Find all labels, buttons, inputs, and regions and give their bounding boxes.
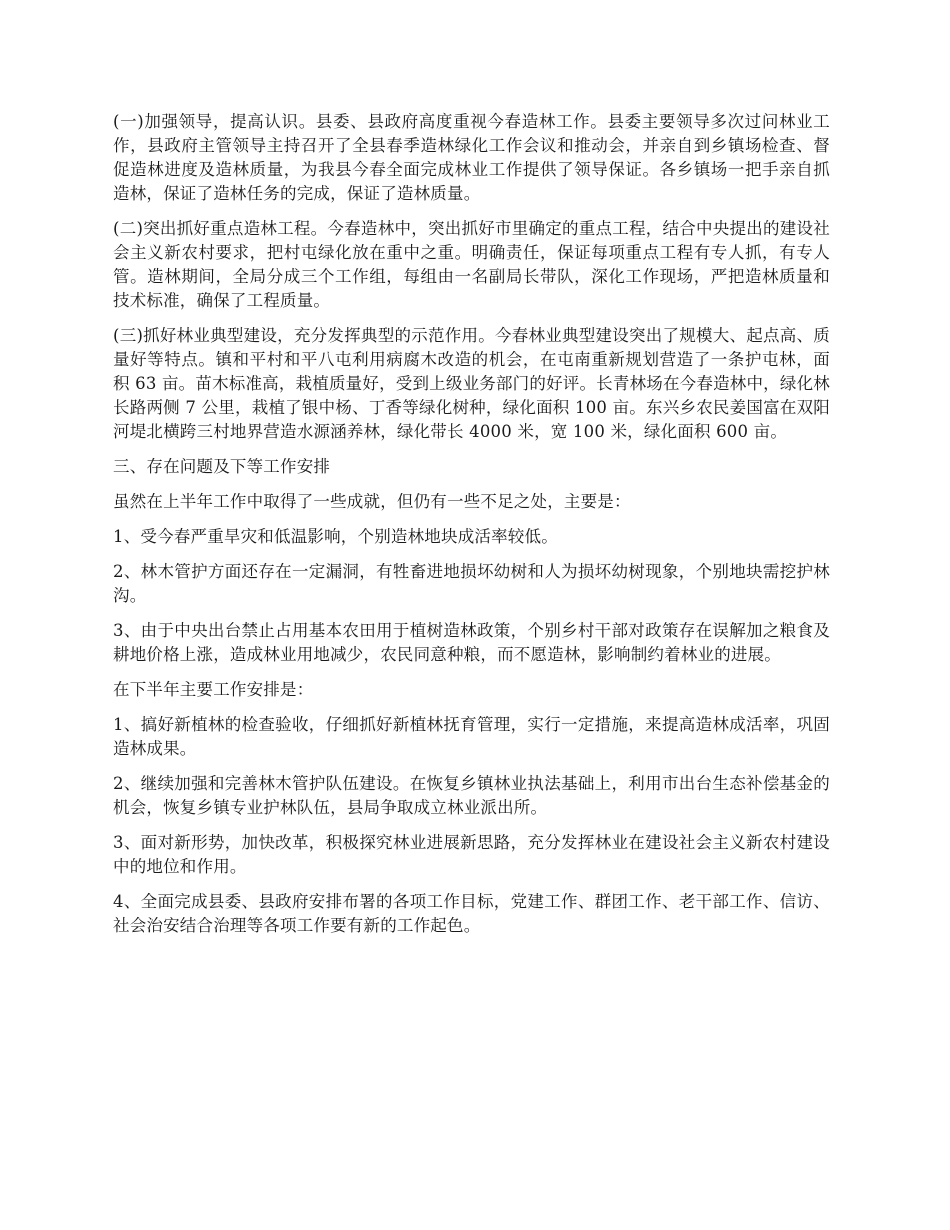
plan-item-1: 1、搞好新植林的检查验收，仔细抓好新植林抚育管理，实行一定措施，来提高造林成活率，巩固造林成果。 bbox=[113, 715, 830, 758]
paragraph-leadership: (一)加强领导，提高认识。县委、县政府高度重视今春造林工作。县委主要领导多次过问林业工作，县政府主管领导主持召开了全县春季造林绿化工作会议和推动会，并亲自到乡镇场检查、督促造林进度及造林质量，为我县今春全面完成林业工作提供了领导保证。各乡镇场一把手亲自抓造林，保证了造林任务的完成，保证了造林质量。 bbox=[113, 112, 830, 203]
paragraph-typical-construction: (三)抓好林业典型建设，充分发挥典型的示范作用。今春林业典型建设突出了规模大、起点高、质量好等特点。镇和平村和平八屯利用病腐木改造的机会，在屯南重新规划营造了一条护屯林，面积 63 亩。苗木标准高，栽植质量好，受到上级业务部门的好评。长青林场在今春造林中，绿化林长路两侧 7 公里，栽植了银中杨、丁香等绿化树种，绿化面积 100 亩。东兴乡农民姜国富在双阳河堤北横跨三村地界营造水源涵养林，绿化带长 4000 米，宽 100 米，绿化面积 600 亩。 bbox=[113, 326, 830, 441]
plan-item-3: 3、面对新形势，加快改革，积极探究林业进展新思路，充分发挥林业在建设社会主义新农村建设中的地位和作用。 bbox=[113, 833, 830, 876]
plan-item-4: 4、全面完成县委、县政府安排布署的各项工作目标，党建工作、群团工作、老干部工作、信访、社会治安结合治理等各项工作要有新的工作起色。 bbox=[113, 892, 830, 935]
section-heading-problems: 三、存在问题及下等工作安排 bbox=[113, 457, 331, 476]
plan-item-2: 2、继续加强和完善林木管护队伍建设。在恢复乡镇林业执法基础上，利用市出台生态补偿基金的机会，恢复乡镇专业护林队伍，县局争取成立林业派出所。 bbox=[113, 774, 830, 817]
problem-item-1: 1、受今春严重旱灾和低温影响，个别造林地块成活率较低。 bbox=[113, 527, 558, 546]
paragraph-key-projects: (二)突出抓好重点造林工程。今春造林中，突出抓好市里确定的重点工程，结合中央提出的建设社会主义新农村要求，把村屯绿化放在重中之重。明确责任，保证每项重点工程有专人抓，有专人管。造林期间，全局分成三个工作组，每组由一名副局长带队，深化工作现场，严把造林质量和技术标准，确保了工程质量。 bbox=[113, 219, 830, 310]
problem-item-3: 3、由于中央出台禁止占用基本农田用于植树造林政策，个别乡村干部对政策存在误解加之粮食及耕地价格上涨，造成林业用地减少，农民同意种粮，而不愿造林，影响制约着林业的进展。 bbox=[113, 621, 830, 664]
problem-item-2: 2、林木管护方面还存在一定漏洞，有牲畜进地损坏幼树和人为损坏幼树现象，个别地块需挖护林沟。 bbox=[113, 562, 830, 605]
paragraph-plan-intro: 在下半年主要工作安排是： bbox=[113, 680, 314, 699]
paragraph-shortcomings-intro: 虽然在上半年工作中取得了一些成就，但仍有一些不足之处，主要是： bbox=[113, 492, 631, 511]
